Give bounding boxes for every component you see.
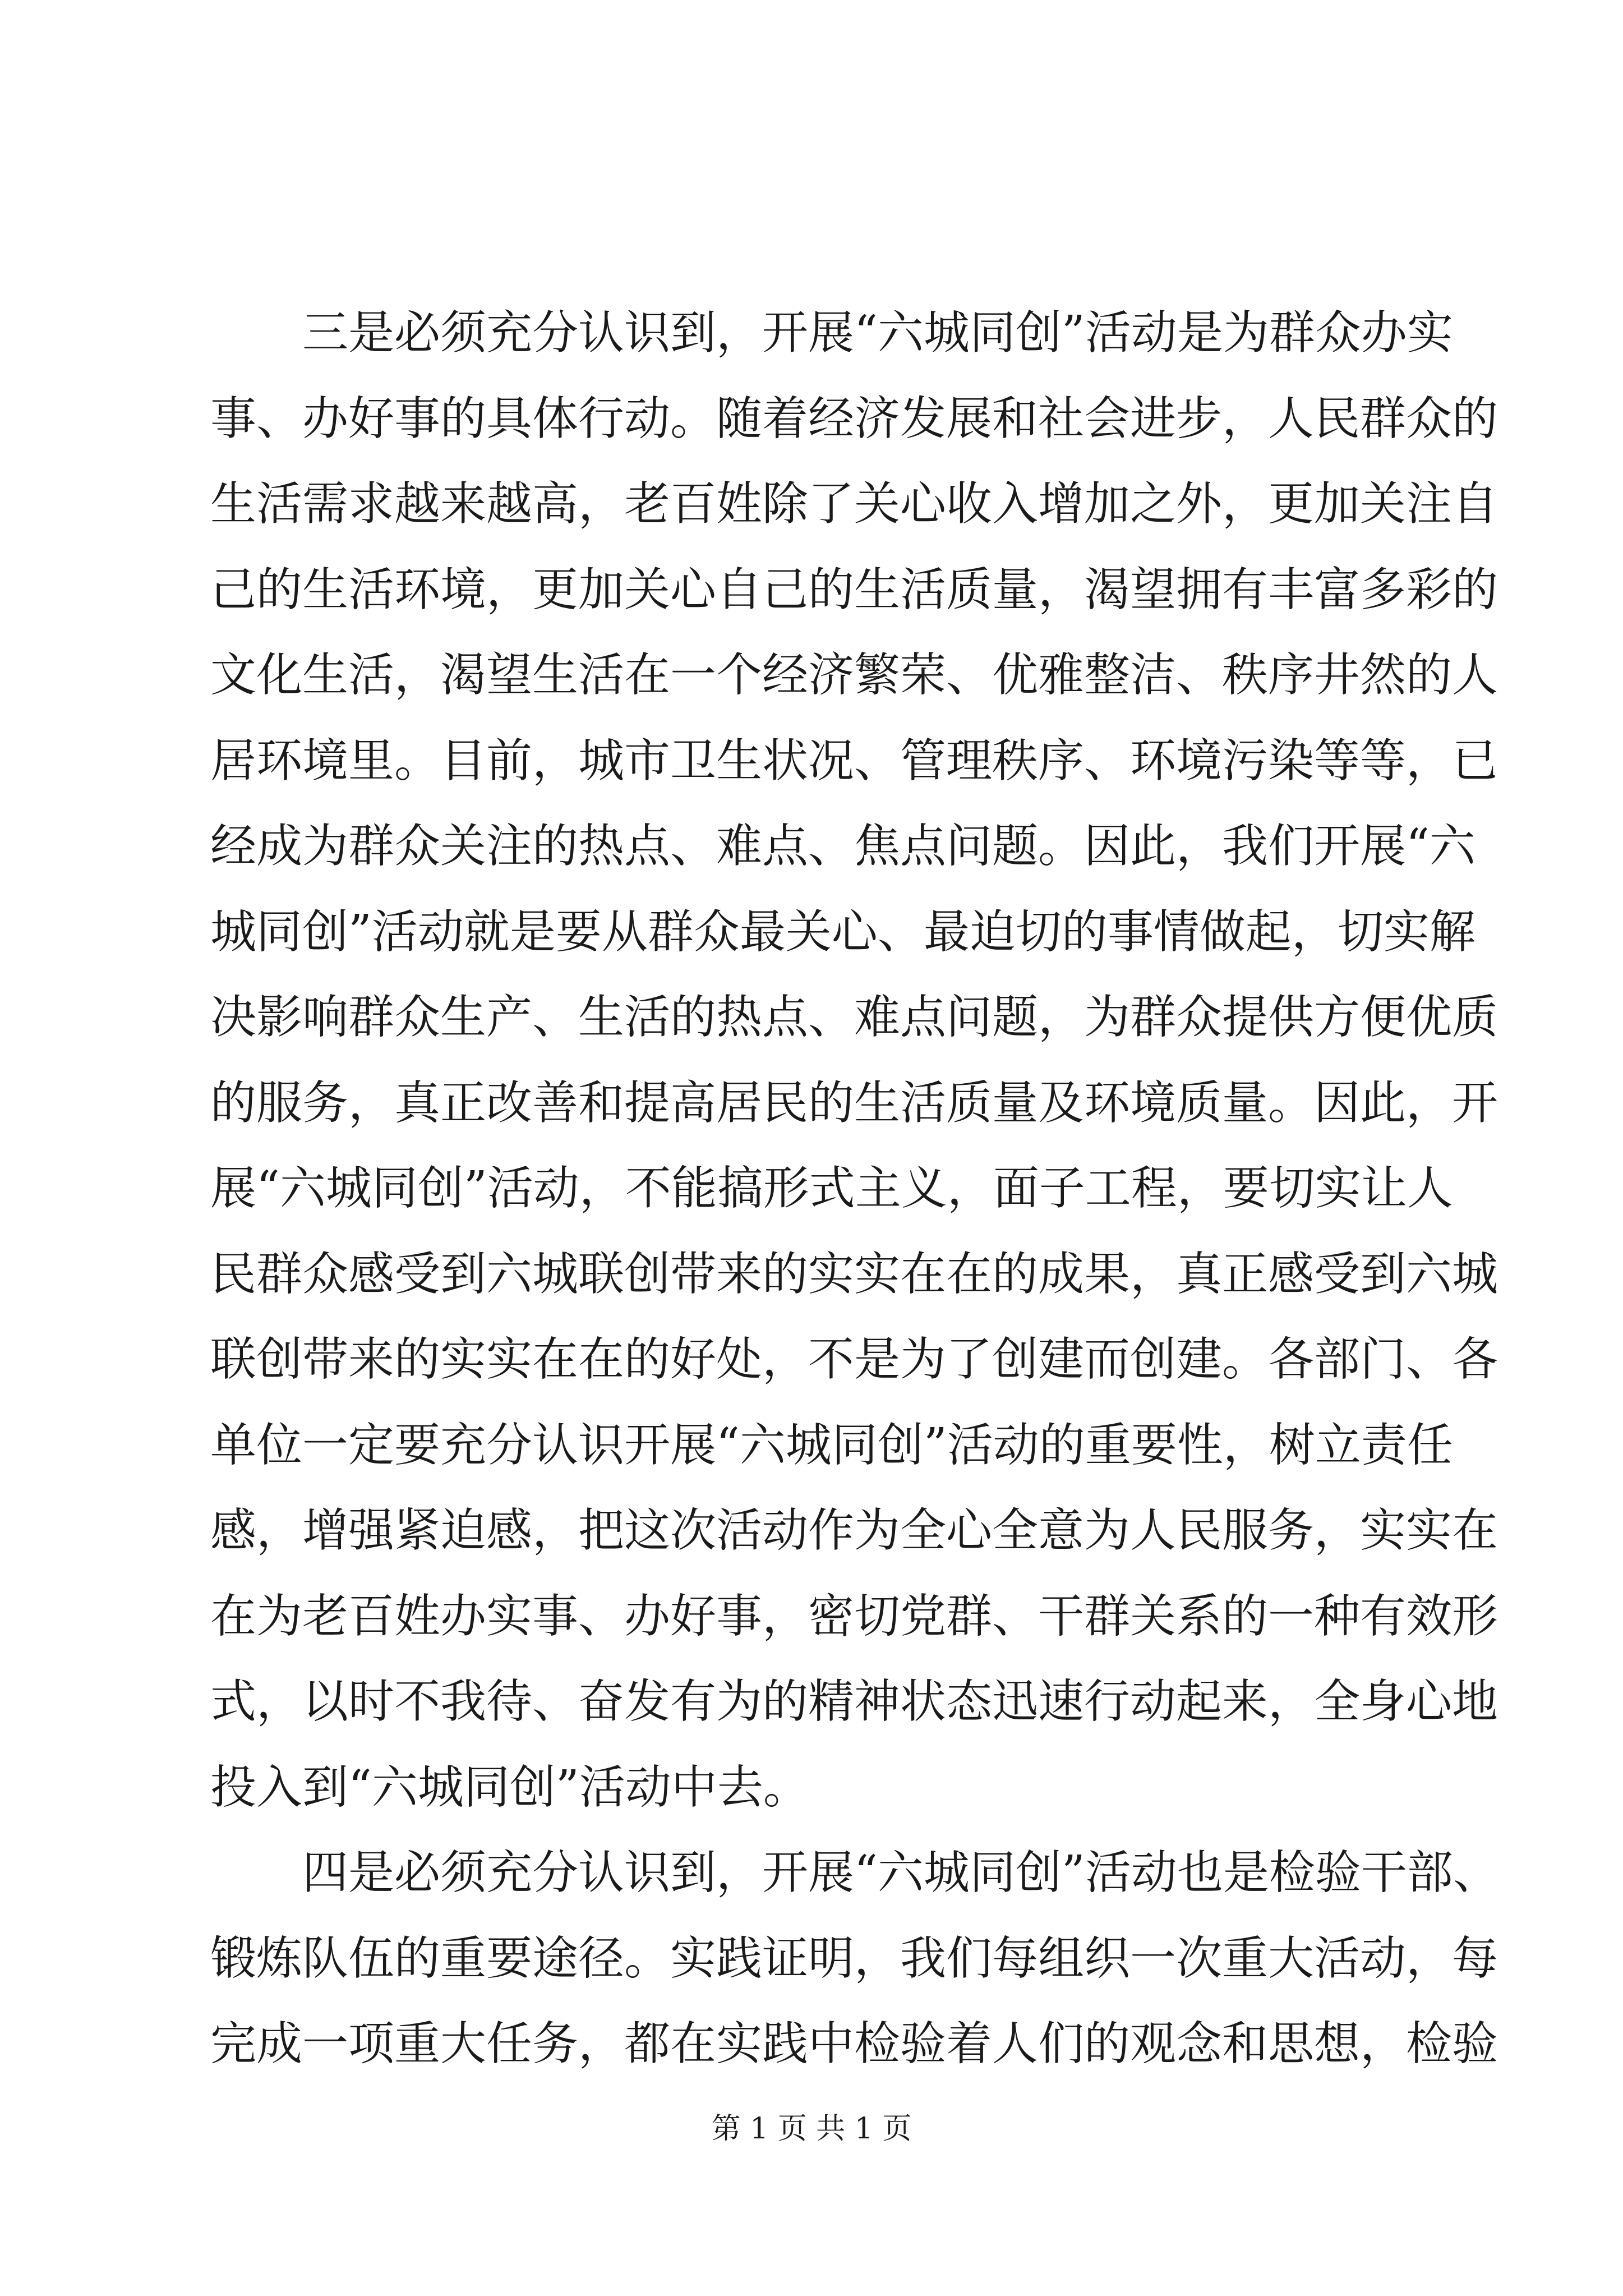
text-line: 锻炼队伍的重要途径。实践证明，我们每组织一次重大活动，每 — [210, 1931, 1498, 1985]
text-line — [210, 1830, 1499, 1916]
text-line: 的服务，真正改善和提高居民的生活质量及环境质量。因此，开 — [210, 1076, 1498, 1130]
page-number-label: 第 1 页 共 1 页 — [711, 2112, 912, 2146]
text-line: 决影响群众生产、生活的热点、难点问题，为群众提供方便优质 — [210, 991, 1498, 1044]
text-line: 完成一项重大任务，都在实践中检验着人们的观念和思想，检验 — [210, 2017, 1498, 2070]
text-line — [210, 291, 1453, 376]
text-line: 居环境里。目前，城市卫生状况、管理秩序、环境污染等等，已 — [210, 734, 1498, 788]
text-line: 式，以时不我待、奋发有为的精神状态迅速行动起来，全身心地 — [210, 1675, 1498, 1728]
text-line: 城同创”活动就是要从群众最关心、最迫切的事情做起，切实解 — [210, 905, 1476, 959]
text-line: 民群众感受到六城联创带来的实实在在的成果，真正感受到六城 — [210, 1247, 1498, 1301]
text-line: 展“六城同创”活动，不能搞形式主义，面子工程，要切实让人 — [210, 1162, 1453, 1215]
paragraph-2 — [210, 1830, 1499, 2087]
text-line: 感，增强紧迫感，把这次活动作为全心全意为人民服务，实实在 — [210, 1504, 1498, 1557]
text-line: 联创带来的实实在在的好处，不是为了创建而创建。各部门、各 — [210, 1333, 1498, 1386]
document-body — [210, 291, 1499, 2087]
text-line-content: 四是必须充分认识到，开展“六城同创”活动也是检验干部、 — [302, 1846, 1499, 1899]
page-footer — [0, 2105, 1623, 2147]
paragraph-1 — [210, 291, 1498, 1830]
text-line: 在为老百姓办实事、办好事，密切党群、干群关系的一种有效形 — [210, 1589, 1498, 1643]
text-line: 生活需求越来越高，老百姓除了关心收入增加之外，更加关注自 — [210, 477, 1498, 531]
text-line: 文化生活，渴望生活在一个经济繁荣、优雅整洁、秩序井然的人 — [210, 648, 1498, 702]
text-line: 己的生活环境，更加关心自己的生活质量，渴望拥有丰富多彩的 — [210, 563, 1498, 616]
text-line: 单位一定要充分认识开展“六城同创”活动的重要性，树立责任 — [210, 1418, 1453, 1472]
text-line: 事、办好事的具体行动。随着经济发展和社会进步，人民群众的 — [210, 392, 1498, 445]
text-line: 经成为群众关注的热点、难点、焦点问题。因此，我们开展“六 — [210, 820, 1476, 873]
text-line-content: 三是必须充分认识到，开展“六城同创”活动是为群众办实 — [302, 306, 1453, 360]
text-line: 投入到“六城同创”活动中去。 — [210, 1760, 809, 1814]
